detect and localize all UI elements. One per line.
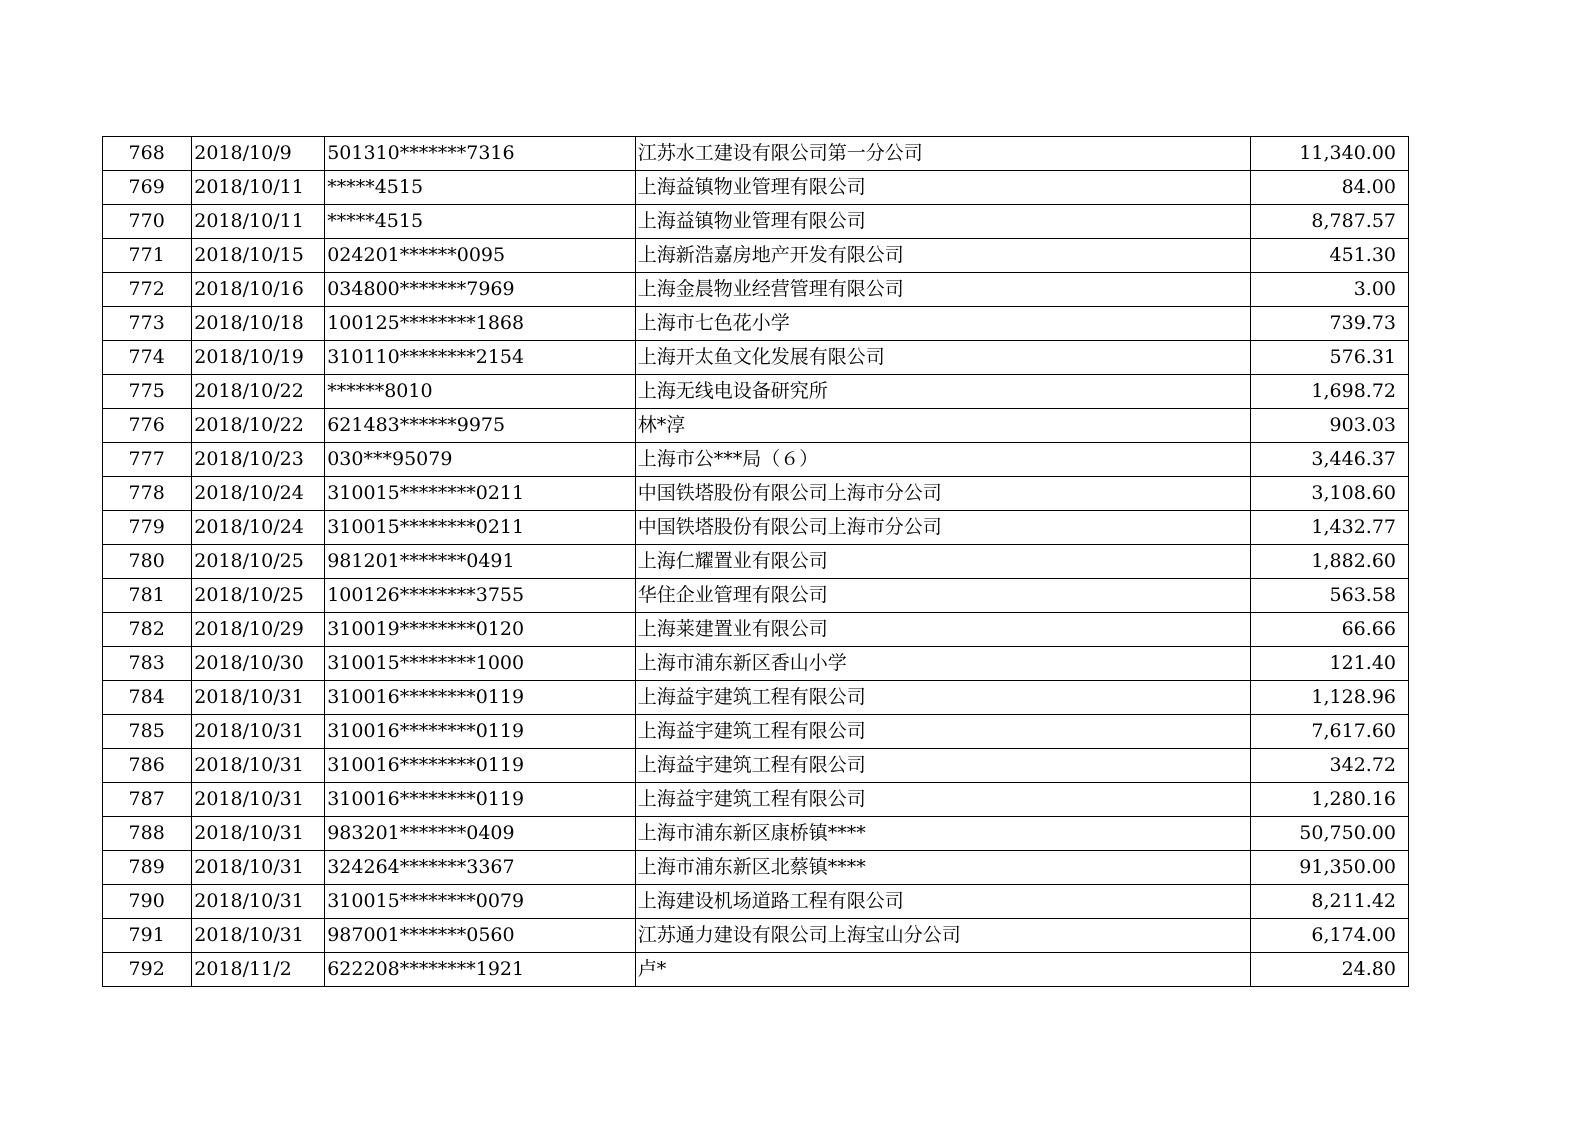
cell-serial-number: 770 <box>103 205 192 239</box>
cell-serial-number: 777 <box>103 443 192 477</box>
cell-serial-number: 781 <box>103 579 192 613</box>
cell-account-number: 034800*******7969 <box>325 273 636 307</box>
cell-serial-number: 791 <box>103 919 192 953</box>
cell-payee-name: 中国铁塔股份有限公司上海市分公司 <box>635 511 1250 545</box>
cell-payee-name: 中国铁塔股份有限公司上海市分公司 <box>635 477 1250 511</box>
table-row <box>103 375 1409 409</box>
table-row <box>103 783 1409 817</box>
cell-serial-number: 775 <box>103 375 192 409</box>
table-row <box>103 851 1409 885</box>
cell-date: 2018/10/25 <box>192 579 325 613</box>
table-row <box>103 409 1409 443</box>
cell-payee-name: 上海益镇物业管理有限公司 <box>635 171 1250 205</box>
cell-date: 2018/11/2 <box>192 953 325 987</box>
table-row <box>103 511 1409 545</box>
cell-date: 2018/10/9 <box>192 137 325 171</box>
cell-date: 2018/10/18 <box>192 307 325 341</box>
table-row <box>103 307 1409 341</box>
cell-amount: 50,750.00 <box>1250 817 1408 851</box>
cell-payee-name: 上海仁耀置业有限公司 <box>635 545 1250 579</box>
cell-amount: 3,108.60 <box>1250 477 1408 511</box>
cell-account-number: 024201******0095 <box>325 239 636 273</box>
cell-account-number: 310015********0079 <box>325 885 636 919</box>
cell-amount: 66.66 <box>1250 613 1408 647</box>
table-row <box>103 579 1409 613</box>
cell-account-number: 981201*******0491 <box>325 545 636 579</box>
cell-date: 2018/10/31 <box>192 885 325 919</box>
table-row <box>103 885 1409 919</box>
cell-amount: 84.00 <box>1250 171 1408 205</box>
table-row <box>103 273 1409 307</box>
cell-payee-name: 上海市公***局（６） <box>635 443 1250 477</box>
cell-account-number: 310019********0120 <box>325 613 636 647</box>
table-row <box>103 477 1409 511</box>
cell-serial-number: 768 <box>103 137 192 171</box>
cell-account-number: *****4515 <box>325 205 636 239</box>
cell-date: 2018/10/16 <box>192 273 325 307</box>
cell-serial-number: 786 <box>103 749 192 783</box>
cell-date: 2018/10/11 <box>192 171 325 205</box>
cell-amount: 8,787.57 <box>1250 205 1408 239</box>
cell-date: 2018/10/11 <box>192 205 325 239</box>
cell-account-number: 987001*******0560 <box>325 919 636 953</box>
cell-date: 2018/10/24 <box>192 511 325 545</box>
cell-amount: 563.58 <box>1250 579 1408 613</box>
cell-serial-number: 783 <box>103 647 192 681</box>
cell-payee-name: 上海市浦东新区北蔡镇**** <box>635 851 1250 885</box>
cell-payee-name: 上海金晨物业经营管理有限公司 <box>635 273 1250 307</box>
cell-serial-number: 778 <box>103 477 192 511</box>
cell-serial-number: 779 <box>103 511 192 545</box>
cell-payee-name: 江苏水工建设有限公司第一分公司 <box>635 137 1250 171</box>
cell-amount: 903.03 <box>1250 409 1408 443</box>
cell-amount: 121.40 <box>1250 647 1408 681</box>
table-row <box>103 341 1409 375</box>
cell-serial-number: 780 <box>103 545 192 579</box>
cell-amount: 3,446.37 <box>1250 443 1408 477</box>
cell-serial-number: 787 <box>103 783 192 817</box>
cell-account-number: 310110********2154 <box>325 341 636 375</box>
cell-date: 2018/10/24 <box>192 477 325 511</box>
cell-payee-name: 林*淳 <box>635 409 1250 443</box>
cell-account-number: 030***95079 <box>325 443 636 477</box>
cell-serial-number: 790 <box>103 885 192 919</box>
cell-account-number: 310015********0211 <box>325 477 636 511</box>
cell-amount: 8,211.42 <box>1250 885 1408 919</box>
cell-serial-number: 774 <box>103 341 192 375</box>
table-row <box>103 171 1409 205</box>
cell-payee-name: 上海益宇建筑工程有限公司 <box>635 715 1250 749</box>
cell-date: 2018/10/31 <box>192 681 325 715</box>
cell-amount: 1,432.77 <box>1250 511 1408 545</box>
cell-date: 2018/10/31 <box>192 749 325 783</box>
cell-payee-name: 上海开太鱼文化发展有限公司 <box>635 341 1250 375</box>
cell-account-number: 621483******9975 <box>325 409 636 443</box>
table-row <box>103 205 1409 239</box>
table-row <box>103 443 1409 477</box>
cell-payee-name: 上海新浩嘉房地产开发有限公司 <box>635 239 1250 273</box>
table-row <box>103 817 1409 851</box>
cell-account-number: 622208********1921 <box>325 953 636 987</box>
table-row <box>103 613 1409 647</box>
cell-payee-name: 上海益镇物业管理有限公司 <box>635 205 1250 239</box>
table-row <box>103 749 1409 783</box>
cell-date: 2018/10/31 <box>192 919 325 953</box>
cell-date: 2018/10/31 <box>192 817 325 851</box>
cell-account-number: 324264*******3367 <box>325 851 636 885</box>
table-row <box>103 681 1409 715</box>
cell-account-number: *****4515 <box>325 171 636 205</box>
cell-amount: 1,882.60 <box>1250 545 1408 579</box>
cell-serial-number: 785 <box>103 715 192 749</box>
cell-serial-number: 773 <box>103 307 192 341</box>
cell-date: 2018/10/19 <box>192 341 325 375</box>
table-row <box>103 239 1409 273</box>
cell-account-number: 501310*******7316 <box>325 137 636 171</box>
cell-payee-name: 上海建设机场道路工程有限公司 <box>635 885 1250 919</box>
cell-account-number: 310016********0119 <box>325 783 636 817</box>
cell-amount: 576.31 <box>1250 341 1408 375</box>
cell-date: 2018/10/15 <box>192 239 325 273</box>
cell-amount: 3.00 <box>1250 273 1408 307</box>
cell-serial-number: 782 <box>103 613 192 647</box>
table-row <box>103 715 1409 749</box>
cell-payee-name: 上海益宇建筑工程有限公司 <box>635 749 1250 783</box>
cell-account-number: 100126********3755 <box>325 579 636 613</box>
table-row <box>103 647 1409 681</box>
cell-account-number: 310016********0119 <box>325 749 636 783</box>
table-row <box>103 953 1409 987</box>
cell-account-number: 983201*******0409 <box>325 817 636 851</box>
table-row <box>103 137 1409 171</box>
cell-payee-name: 江苏通力建设有限公司上海宝山分公司 <box>635 919 1250 953</box>
cell-date: 2018/10/31 <box>192 851 325 885</box>
table-row <box>103 919 1409 953</box>
cell-payee-name: 上海市浦东新区康桥镇**** <box>635 817 1250 851</box>
cell-date: 2018/10/29 <box>192 613 325 647</box>
records-table-body <box>103 137 1409 987</box>
table-row <box>103 545 1409 579</box>
cell-amount: 1,698.72 <box>1250 375 1408 409</box>
cell-amount: 11,340.00 <box>1250 137 1408 171</box>
cell-account-number: 310016********0119 <box>325 681 636 715</box>
cell-payee-name: 卢* <box>635 953 1250 987</box>
cell-serial-number: 789 <box>103 851 192 885</box>
records-table <box>102 136 1409 987</box>
cell-amount: 91,350.00 <box>1250 851 1408 885</box>
cell-date: 2018/10/25 <box>192 545 325 579</box>
cell-date: 2018/10/31 <box>192 783 325 817</box>
cell-amount: 451.30 <box>1250 239 1408 273</box>
cell-amount: 7,617.60 <box>1250 715 1408 749</box>
cell-payee-name: 华住企业管理有限公司 <box>635 579 1250 613</box>
cell-serial-number: 769 <box>103 171 192 205</box>
cell-amount: 1,280.16 <box>1250 783 1408 817</box>
cell-date: 2018/10/30 <box>192 647 325 681</box>
cell-account-number: 310015********1000 <box>325 647 636 681</box>
cell-serial-number: 792 <box>103 953 192 987</box>
cell-serial-number: 776 <box>103 409 192 443</box>
cell-payee-name: 上海益宇建筑工程有限公司 <box>635 681 1250 715</box>
cell-date: 2018/10/23 <box>192 443 325 477</box>
cell-date: 2018/10/31 <box>192 715 325 749</box>
cell-payee-name: 上海市浦东新区香山小学 <box>635 647 1250 681</box>
cell-serial-number: 772 <box>103 273 192 307</box>
cell-amount: 1,128.96 <box>1250 681 1408 715</box>
cell-amount: 6,174.00 <box>1250 919 1408 953</box>
cell-payee-name: 上海莱建置业有限公司 <box>635 613 1250 647</box>
cell-serial-number: 788 <box>103 817 192 851</box>
cell-amount: 739.73 <box>1250 307 1408 341</box>
cell-payee-name: 上海益宇建筑工程有限公司 <box>635 783 1250 817</box>
cell-date: 2018/10/22 <box>192 409 325 443</box>
cell-account-number: 310016********0119 <box>325 715 636 749</box>
cell-account-number: 310015********0211 <box>325 511 636 545</box>
cell-serial-number: 784 <box>103 681 192 715</box>
cell-account-number: 100125********1868 <box>325 307 636 341</box>
cell-serial-number: 771 <box>103 239 192 273</box>
cell-amount: 24.80 <box>1250 953 1408 987</box>
cell-account-number: ******8010 <box>325 375 636 409</box>
cell-payee-name: 上海无线电设备研究所 <box>635 375 1250 409</box>
cell-amount: 342.72 <box>1250 749 1408 783</box>
cell-payee-name: 上海市七色花小学 <box>635 307 1250 341</box>
cell-date: 2018/10/22 <box>192 375 325 409</box>
